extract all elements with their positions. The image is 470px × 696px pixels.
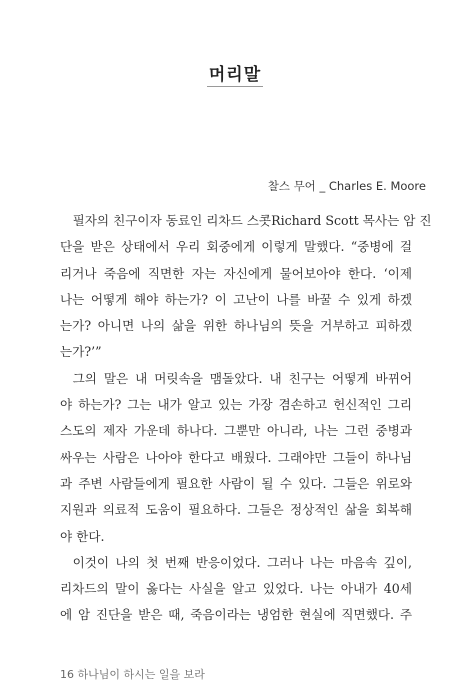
text-line: 는가? 아니면 나의 삶을 위한 하나님의 뜻을 거부하고 피하겠: [60, 318, 412, 334]
body-text: [60, 208, 432, 629]
text-line: 스도의 제자 가운데 하나다. 그뿐만 아니라, 나는 그런 중병과: [60, 423, 412, 439]
page-footer: 16 하나님이 하시는 일을 보라: [60, 668, 205, 681]
text-line: 싸우는 사람은 나아야 한다고 배웠다. 그래야만 그들이 하나님: [60, 449, 412, 465]
text-line: 필자의 친구이자 동료인 리차드 스콧Richard Scott 목사는 암 진: [72, 213, 432, 228]
text-line: 는가?’”: [60, 344, 102, 360]
text-line: 에 암 진단을 받은 때, 죽음이라는 냉엄한 현실에 직면했다. 주: [60, 607, 412, 623]
text-line: 단을 받은 상태에서 우리 회중에게 이렇게 말했다. “중병에 걸: [60, 239, 412, 255]
text-line: 나는 어떻게 해야 하는가? 이 고난이 나를 바꿀 수 있게 하겠: [60, 291, 412, 307]
text-line: 리차드의 말이 옳다는 사실을 알고 있었다. 나는 아내가 40세: [60, 581, 412, 597]
text-line: 지원과 의료적 도움이 필요하다. 그들은 정상적인 삶을 회복해: [60, 502, 412, 518]
text-line: 이것이 나의 첫 번째 반응이었다. 그러나 나는 마음속 깊이,: [72, 554, 412, 570]
page-title: 머리말: [208, 65, 262, 85]
text-line: 리거나 죽음에 직면한 자는 자신에게 물어보아야 한다. ‘이제: [60, 265, 412, 281]
text-line: 그의 말은 내 머릿속을 맴돌았다. 내 친구는 어떻게 바뀌어: [72, 370, 412, 386]
text-line: 야 하는가? 그는 내가 알고 있는 가장 겸손하고 헌신적인 그리: [60, 397, 412, 413]
title-underline: [207, 86, 263, 87]
author-line: 찰스 무어 _ Charles E. Moore: [267, 179, 426, 193]
text-line: 야 한다.: [60, 528, 105, 544]
text-line: 과 주변 사람들에게 필요한 사람이 될 수 있다. 그들은 위로와: [60, 475, 412, 491]
